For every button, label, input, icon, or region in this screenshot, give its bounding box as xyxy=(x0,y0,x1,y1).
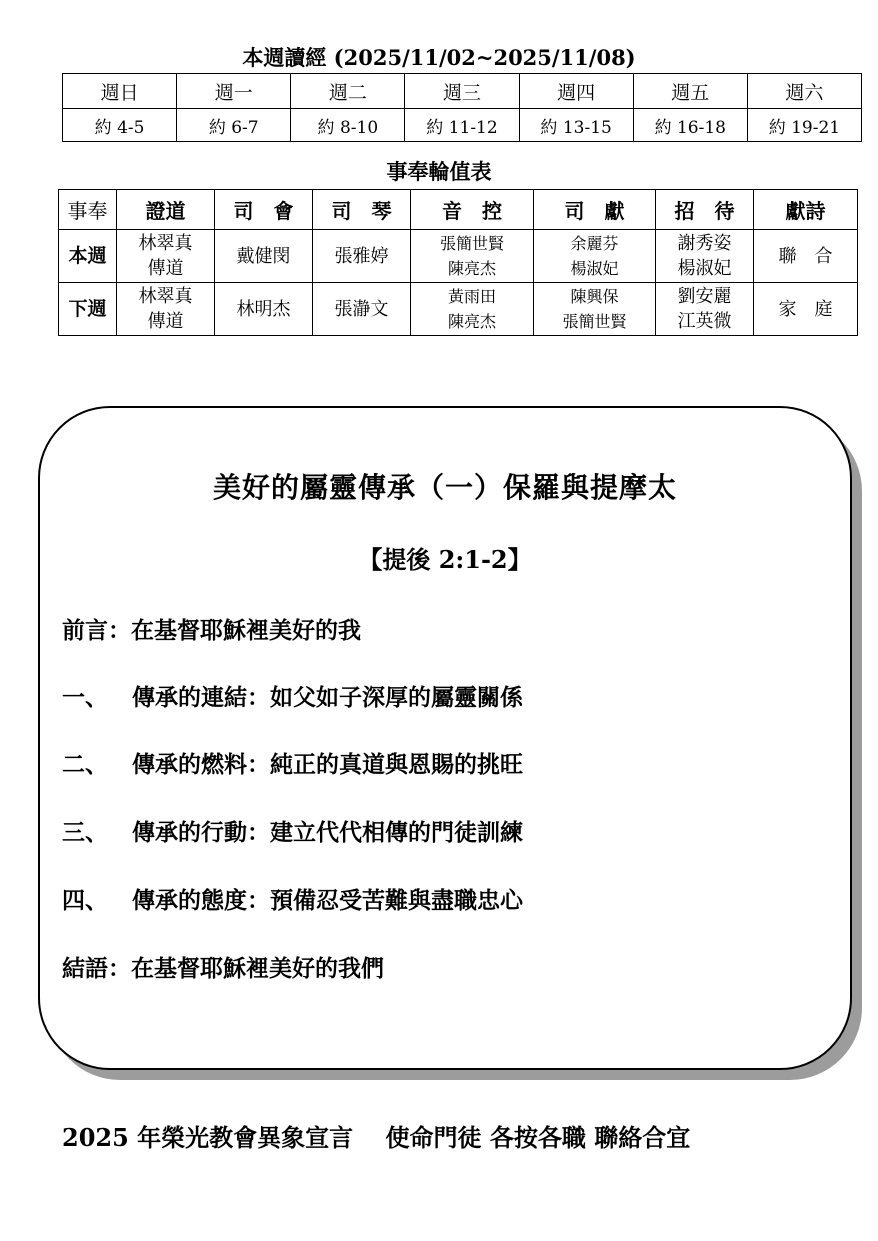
offering-name-2: 張簡世賢 xyxy=(562,312,627,331)
duty-title: 事奉輪值表 xyxy=(386,159,492,184)
offering-name-1: 余麗芬 xyxy=(570,234,619,253)
ref-wed: 約 11-12 xyxy=(405,109,519,142)
sermon-intro: 前言：在基督耶穌裡美好的我 xyxy=(62,617,361,644)
point-number: 二、 xyxy=(62,751,108,778)
header-sound: 音 控 xyxy=(411,190,534,230)
day-mon: 週一 xyxy=(177,74,291,109)
preach-cell xyxy=(117,283,215,336)
point-number: 一、 xyxy=(62,684,108,711)
reading-table xyxy=(62,73,862,142)
point-text: 傳承的連結：如父如子深厚的屬靈關係 xyxy=(132,684,523,711)
header-host: 司 會 xyxy=(215,190,313,230)
sermon-title: 美好的屬靈傳承（一）保羅與提摩太 xyxy=(212,471,677,504)
vision-statement: 2025 年榮光教會異象宣言 使命門徒 各按各職 聯絡合宜 xyxy=(62,1123,691,1152)
point-text: 傳承的態度：預備忍受苦難與盡職忠心 xyxy=(132,887,523,914)
sound-cell xyxy=(411,230,534,283)
header-usher: 招 待 xyxy=(656,190,754,230)
outline-point-2 xyxy=(62,746,523,779)
day-sun: 週日 xyxy=(63,74,177,109)
duty-row-this-week xyxy=(59,230,858,283)
ref-thu: 約 13-15 xyxy=(519,109,633,142)
scripture-reference: 【提後 2:1-2】 xyxy=(358,545,532,574)
point-number: 三、 xyxy=(62,819,108,846)
header-choir: 獻詩 xyxy=(754,190,858,230)
offering-name-1: 陳興保 xyxy=(570,287,619,306)
duty-row-next-week xyxy=(59,283,858,336)
reading-refs-row xyxy=(63,109,862,142)
header-service: 事奉 xyxy=(59,190,117,230)
sound-name-2: 陳亮杰 xyxy=(447,312,496,331)
day-wed: 週三 xyxy=(405,74,519,109)
reading-days-row xyxy=(63,74,862,109)
header-offering: 司 獻 xyxy=(534,190,656,230)
duty-table xyxy=(58,189,858,336)
duty-header-row xyxy=(59,190,858,230)
usher-name-2: 楊淑妃 xyxy=(677,258,732,279)
ref-sat: 約 19-21 xyxy=(747,109,861,142)
header-preach: 證道 xyxy=(117,190,215,230)
day-sat: 週六 xyxy=(747,74,861,109)
usher-name-1: 謝秀姿 xyxy=(677,233,732,254)
outline-point-1 xyxy=(62,679,523,712)
usher-name-1: 劉安麗 xyxy=(677,286,732,307)
point-text: 傳承的燃料：純正的真道與恩賜的挑旺 xyxy=(132,751,523,778)
piano-cell: 張瀞文 xyxy=(313,283,411,336)
day-tue: 週二 xyxy=(291,74,405,109)
ref-fri: 約 16-18 xyxy=(633,109,747,142)
point-number: 四、 xyxy=(62,887,108,914)
sound-name-1: 黃雨田 xyxy=(447,287,496,306)
sermon-conclusion: 結語：在基督耶穌裡美好的我們 xyxy=(62,955,384,982)
sound-cell xyxy=(411,283,534,336)
outline-point-3 xyxy=(62,814,523,847)
usher-name-2: 江英微 xyxy=(677,311,732,332)
outline-point-4 xyxy=(62,882,523,915)
row-label-this-week: 本週 xyxy=(59,230,117,283)
offering-cell xyxy=(534,283,656,336)
ref-mon: 約 6-7 xyxy=(177,109,291,142)
preach-name: 林翠真 xyxy=(138,233,193,254)
host-cell: 戴健閔 xyxy=(215,230,313,283)
choir-cell: 聯 合 xyxy=(754,230,858,283)
sound-name-2: 陳亮杰 xyxy=(447,259,496,278)
offering-cell xyxy=(534,230,656,283)
day-thu: 週四 xyxy=(519,74,633,109)
choir-cell: 家 庭 xyxy=(754,283,858,336)
usher-cell xyxy=(656,283,754,336)
usher-cell xyxy=(656,230,754,283)
header-piano: 司 琴 xyxy=(313,190,411,230)
preach-cell xyxy=(117,230,215,283)
preach-title: 傳道 xyxy=(147,258,184,279)
point-text: 傳承的行動：建立代代相傳的門徒訓練 xyxy=(132,819,523,846)
piano-cell: 張雅婷 xyxy=(313,230,411,283)
day-fri: 週五 xyxy=(633,74,747,109)
ref-sun: 約 4-5 xyxy=(63,109,177,142)
row-label-next-week: 下週 xyxy=(59,283,117,336)
ref-tue: 約 8-10 xyxy=(291,109,405,142)
sound-name-1: 張簡世賢 xyxy=(439,234,504,253)
preach-title: 傳道 xyxy=(147,311,184,332)
preach-name: 林翠真 xyxy=(138,286,193,307)
offering-name-2: 楊淑妃 xyxy=(570,259,619,278)
host-cell: 林明杰 xyxy=(215,283,313,336)
reading-title: 本週讀經 (2025/11/02~2025/11/08) xyxy=(242,45,636,70)
